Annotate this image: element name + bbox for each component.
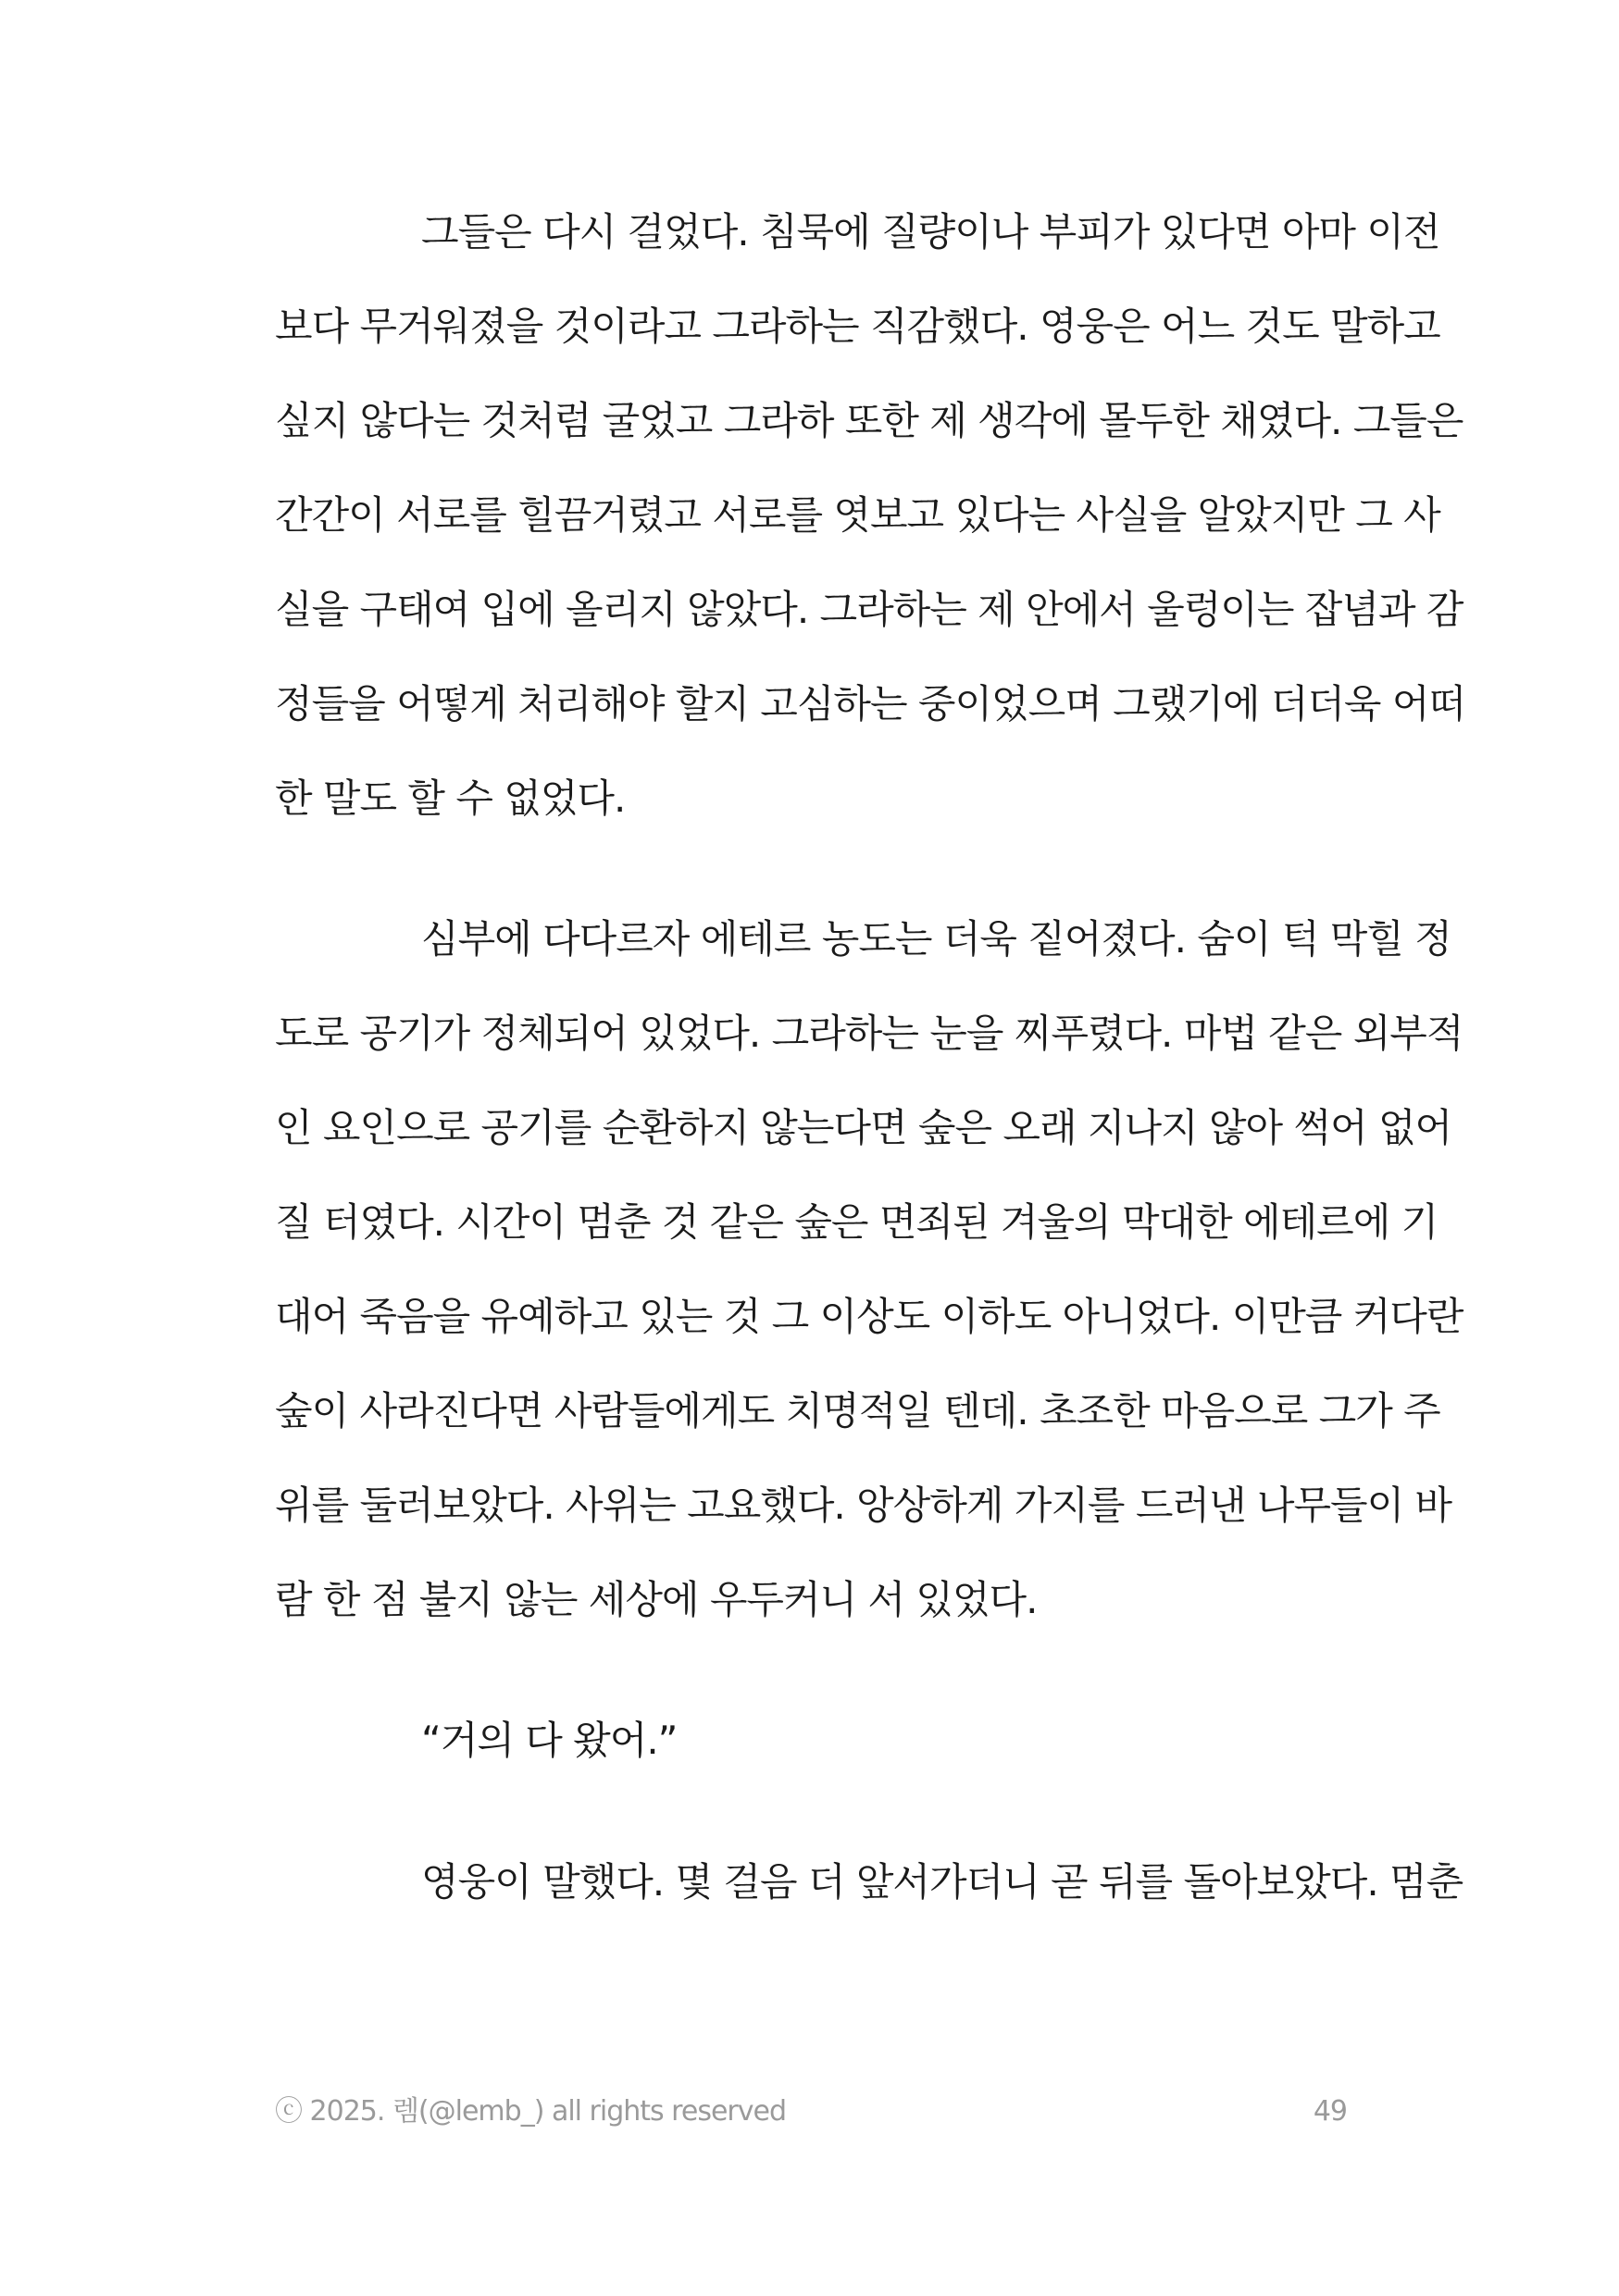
- paragraph-2-line-3: 인 요인으로 공기를 순환하지 않는다면 숲은 오래 지나지 않아 썩어 없어: [275, 1105, 1452, 1150]
- paragraph-2-line-1: 심부에 다다르자 에테르 농도는 더욱 짙어졌다. 숨이 턱 막힐 정: [421, 916, 1451, 962]
- paragraph-2-line-4: 질 터였다. 시간이 멈춘 것 같은 숲은 면죄된 겨울의 막대한 에테르에 기: [275, 1199, 1438, 1245]
- paragraph-1-line-5: 실을 구태여 입에 올리지 않았다. 그라하는 제 안에서 울렁이는 잡념과 감: [275, 587, 1463, 632]
- paragraph-1-line-7: 한 말도 할 수 없었다.: [275, 776, 626, 821]
- paragraph-1-line-2: 보다 무거워졌을 것이라고 그라하는 직감했다. 영웅은 어느 것도 말하고: [275, 304, 1440, 349]
- paragraph-2-line-7: 위를 둘러보았다. 사위는 고요했다. 앙상하게 가지를 드러낸 나무들이 바: [275, 1483, 1452, 1528]
- paragraph-1-line-4: 간간이 서로를 힐끔거렸고 서로를 엿보고 있다는 사실을 알았지만 그 사: [275, 492, 1440, 538]
- copyright-notice: ⓒ 2025. 렘(@lemb_) all rights reserved: [275, 2095, 786, 2128]
- page-number: 49: [1313, 2095, 1347, 2128]
- paragraph-2-line-6: 숲이 사라진다면 사람들에게도 치명적일 텐데. 초조한 마음으로 그가 주: [275, 1388, 1440, 1433]
- paragraph-2-line-8: 람 한 점 불지 않는 세상에 우두커니 서 있었다.: [275, 1577, 1038, 1622]
- paragraph-2-line-2: 도로 공기가 정체되어 있었다. 그라하는 눈을 찌푸렸다. 마법 같은 외부적: [275, 1011, 1463, 1056]
- paragraph-1-line-1: 그들은 다시 걸었다. 침묵에 질량이나 부피가 있다면 아마 이전: [421, 209, 1440, 254]
- paragraph-4-line-1: 영웅이 말했다. 몇 걸음 더 앞서가더니 곧 뒤를 돌아보았다. 멈춘: [421, 1859, 1463, 1905]
- paragraph-2-line-5: 대어 죽음을 유예하고 있는 것 그 이상도 이하도 아니었다. 이만큼 커다란: [275, 1294, 1463, 1339]
- paragraph-1-line-6: 정들을 어떻게 처리해야 할지 고심하는 중이었으며 그랬기에 더더욱 어떠: [275, 681, 1465, 726]
- paragraph-1-line-3: 싶지 않다는 것처럼 굴었고 그라하 또한 제 생각에 몰두한 채였다. 그들은: [275, 398, 1463, 443]
- paragraph-3-line-1: “거의 다 왔어.”: [421, 1718, 678, 1763]
